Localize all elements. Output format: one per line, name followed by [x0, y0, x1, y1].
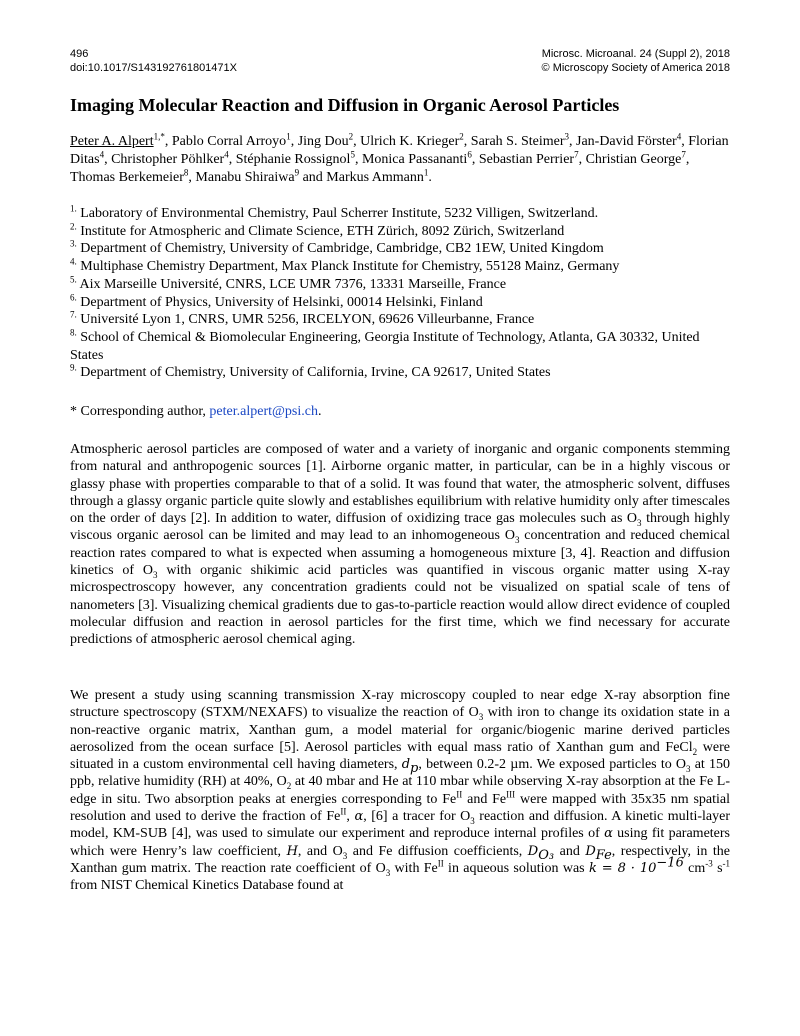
p2-text: at 40 mbar and He at 110 mbar while observing X-ray absorption at the Fe L-edge in situ. Two absorption peaks at energies corresponding to Fe — [70, 774, 730, 807]
p2-text: from NIST Chemical Kinetics Database found at — [70, 878, 344, 894]
author-sup: 4 — [676, 131, 682, 142]
p2-text: were mapped with 35x35 nm spatial resolution and used to derive the fraction of Fe — [70, 791, 730, 825]
author-name: Sarah S. Steimer — [470, 134, 565, 149]
p2-text: at 150 ppb, relative humidity (RH) at 40%, O — [70, 757, 730, 790]
rate-exponent: −16 — [656, 855, 684, 871]
affiliation-text: Institute for Atmospheric and Climate Science, ETH Zürich, 8092 Zürich, Switzerland — [80, 223, 565, 239]
author-name: Markus Ammann — [326, 170, 424, 185]
affiliation-item — [70, 291, 730, 312]
header-left — [70, 47, 237, 75]
p2-text: using fit parameters which were Henry’s law coefficient, — [70, 826, 730, 859]
doi[interactable]: doi:10.1017/S143192761801471X — [70, 62, 237, 74]
p2-text: , respectively, in the Xanthan gum matrix. The reaction rate coefficient of O — [70, 843, 730, 876]
o3-subscript: 3 — [153, 569, 158, 580]
unit-exponent: -3 — [705, 858, 713, 869]
corresponding-author — [70, 403, 730, 420]
o3-subscript: 3 — [514, 535, 520, 546]
alpha-symbol: α — [354, 809, 364, 825]
author-sup: 1 — [423, 167, 429, 178]
p2-text: were situated in a custom environmental cell having diameters, — [70, 739, 730, 773]
author-sup: 3 — [564, 131, 569, 142]
author-name: Manabu Shiraiwa — [195, 170, 295, 185]
affiliation-text: Aix Marseille Université, CNRS, LCE UMR 7376, 13331 Marseille, France — [79, 276, 507, 292]
author-name: Florian Ditas — [70, 134, 729, 167]
fe2-superscript: II — [437, 858, 444, 869]
affiliation-item — [70, 258, 730, 276]
affiliation-text: Multiphase Chemistry Department, Max Planck Institute for Chemistry, 55128 Mainz, Germany — [80, 259, 620, 275]
affiliation-item — [70, 364, 730, 382]
author-sup: 6 — [467, 149, 472, 160]
affiliation-item — [70, 205, 730, 223]
affiliation-number: 2. — [70, 221, 77, 232]
p2-text: , and O — [297, 843, 343, 859]
o3-subscript: 3 — [470, 815, 475, 826]
header-right — [542, 47, 730, 75]
p2-text: with iron to change its oxidation state in a non-reactive organic matrix, Xanthan gum, a model material for organic/biogenic marine derived particles aerosolized from the ocean surface [5]. Aerosol particles with equal mass ratio of Xanthan gum and FeCl — [70, 705, 730, 755]
author-name: Thomas Berkemeier — [70, 170, 184, 185]
author-name: Jing Dou — [297, 134, 349, 149]
o3-subscript: 3 — [342, 850, 348, 861]
unit-exponent: -1 — [722, 858, 731, 869]
author-name: Ulrich K. Krieger — [360, 134, 460, 149]
body-paragraph-1 — [70, 441, 730, 649]
author-sup: 7 — [574, 149, 579, 160]
affiliation-text: Laboratory of Environmental Chemistry, Paul Scherrer Institute, 5232 Villigen, Switzerland. — [80, 206, 599, 221]
corresponding-trail: . — [317, 404, 322, 419]
corresponding-label: * Corresponding author, — [70, 404, 210, 419]
affiliation-text: School of Chemical & Biomolecular Engineering, Georgia Institute of Technology, Atlanta, GA 30332, United States — [70, 329, 700, 363]
p2-text: We present a study using scanning transmission X-ray microscopy coupled to near edge X-ray absorption fine structure spectroscopy (STXM/NEXAFS) to visualize the reaction of O — [70, 688, 730, 721]
author-list: Peter A. Alpert$^{1,*}$, Pablo Corral Arroyo$^1$, Jing Dou$^2$, Ulrich K. Krieger$^2$, Sarah S. Steimer$^3$, Jan-David Förster$^4$, Florian Ditas$^4$, Christopher Pöhlker$^4$, Stéphanie Rossignol$^5$, Monica Passananti$^6$, Sebastian Perrier$^7$, Christian George$^7$, Thomas Berkemeier$^8$, Manabu Shiraiwa$^9$ and Markus Ammann$^1$. — [70, 131, 729, 185]
affiliation-item — [70, 240, 730, 258]
corresponding-email-link[interactable]: peter.alpert@psi.ch — [209, 404, 318, 419]
o3-subscript: 3 — [385, 867, 391, 878]
o3-subscript: 3 — [478, 712, 484, 723]
p2-text: cm — [683, 860, 706, 876]
author-sup: 1,* — [153, 131, 165, 142]
author-name: Christopher Pöhlker — [111, 152, 225, 167]
body-paragraph-2 — [70, 687, 730, 895]
fe3-superscript: III — [506, 789, 516, 800]
author-sup: 1 — [286, 131, 291, 142]
author-name: Pablo Corral Arroyo — [171, 134, 287, 149]
o3-subscript: 3 — [686, 763, 691, 774]
affiliation-item — [70, 276, 730, 294]
journal-citation: Microsc. Microanal. 24 (Suppl 2), 2018 — [541, 48, 730, 60]
affiliation-number: 8. — [70, 327, 77, 338]
copyright: © Microscopy Society of America 2018 — [541, 62, 730, 74]
author-name: Stéphanie Rossignol — [235, 152, 351, 167]
dp-subscript: p — [410, 760, 419, 776]
page-number: 496 — [70, 48, 89, 60]
author-name: Sebastian Perrier — [478, 152, 575, 167]
affiliation-number: 7. — [70, 309, 77, 320]
affiliation-text: Department of Chemistry, University of California, Irvine, CA 92617, United States — [80, 365, 551, 381]
affiliation-number: 5. — [70, 274, 77, 285]
diffusion-symbol: D — [527, 843, 539, 859]
diffusion-o3-subscript: O₃ — [538, 847, 555, 863]
author-sup: 4 — [224, 149, 229, 160]
p2-text: with Fe — [390, 860, 438, 876]
o2-subscript: 2 — [286, 781, 292, 792]
rate-expression: k = 8 · 10 — [588, 860, 657, 876]
p1-text: concentration and reduced chemical reaction rates compared to what is expected when assuming a homogeneous mixture [3, 4]. Reaction and diffusion kinetics of O — [70, 528, 730, 579]
paper-title: Imaging Molecular Reaction and Diffusion in Organic Aerosol Particles — [70, 95, 620, 115]
fe2-superscript: II — [456, 789, 463, 800]
author-sup: 9 — [294, 167, 300, 178]
affiliation-number: 9. — [70, 362, 77, 373]
dp-symbol: d — [401, 757, 411, 773]
diffusion-symbol: D — [585, 843, 596, 859]
affiliation-number: 3. — [70, 238, 77, 249]
p2-text: , between 0.2-2 µm. We exposed particles to O — [418, 757, 687, 773]
author-name: Monica Passananti — [361, 152, 468, 167]
affiliation-number: 4. — [70, 256, 77, 267]
affiliation-text: Department of Chemistry, University of Cambridge, Cambridge, CB2 1EW, United Kingdom — [80, 241, 604, 257]
author-sup: 2 — [348, 131, 354, 142]
affiliation-item — [70, 311, 730, 329]
author-sup: 4 — [99, 149, 105, 160]
author-sup: 7 — [681, 149, 686, 160]
fe2-superscript: II — [340, 806, 347, 817]
author-sup: 2 — [459, 131, 464, 142]
p1-text: with organic shikimic acid particles was quantified in viscous organic matter using X-ray microspectroscopy however, any concentration gradients could not be visualized on spatial scale of tens of nanometers [3]. Visualizing chemical gradients due to gas-to-particle reaction would allow direct evidence of coupled molecular diffusion and reaction in aerosol particles for the first time, which we find necessary for accurate predictions of atmospheric aerosol chemical aging. — [70, 563, 730, 648]
affiliation-text: Department of Physics, University of Helsinki, 00014 Helsinki, Finland — [80, 294, 483, 310]
p2-text: , [6] a tracer for O — [363, 809, 471, 825]
author-name: Peter A. Alpert — [70, 134, 154, 149]
affiliation-item — [70, 329, 730, 364]
p2-text: reaction and diffusion. A kinetic multi-layer model, KM-SUB [4], was used to simulate our experiment and reproduce internal profiles of — [70, 809, 730, 842]
author-name: Christian George — [585, 152, 682, 167]
henry-symbol: H — [286, 843, 298, 859]
affiliation-number: 1. — [70, 203, 77, 214]
affiliation-number: 6. — [70, 291, 77, 302]
o3-subscript: 3 — [637, 517, 642, 528]
author-name: Jan-David Förster — [576, 134, 677, 149]
p2-text: in aqueous solution was — [443, 860, 589, 876]
affiliation-text: Université Lyon 1, CNRS, UMR 5256, IRCELYON, 69626 Villeurbanne, France — [80, 312, 535, 328]
affiliation-item — [70, 223, 730, 241]
diffusion-fe-subscript: Fe — [595, 847, 612, 863]
author-sup: 5 — [350, 149, 355, 160]
p2-text: and Fe diffusion coefficients, — [347, 843, 528, 859]
fecl2-subscript: 2 — [692, 746, 698, 757]
p2-text: and Fe — [462, 791, 507, 807]
author-sup: 8 — [183, 167, 189, 178]
p2-text: and — [554, 843, 586, 859]
p2-text: s — [712, 860, 723, 876]
p1-text: Atmospheric aerosol particles are composed of water and a variety of inorganic and organic components stemming from natural and anthropogenic sources [1]. Airborne organic matter, in particular, can be in a highly viscous or glassy phase with properties comparable to that of a solid. It was found that water, the atmospheric solvent, diffuses through a glassy organic particle quite slowly and establishes equilibrium with relative humidity only after timescales on the order of days [2]. In addition to water, diffusion of oxidizing trace gas molecules such as O — [70, 442, 730, 527]
p2-text: , — [346, 809, 355, 825]
alpha-symbol: α — [604, 826, 613, 842]
affiliation-list — [70, 205, 730, 382]
p1-text: through highly viscous organic aerosol can be limited and may lead to an inhomogeneous O — [70, 511, 730, 544]
